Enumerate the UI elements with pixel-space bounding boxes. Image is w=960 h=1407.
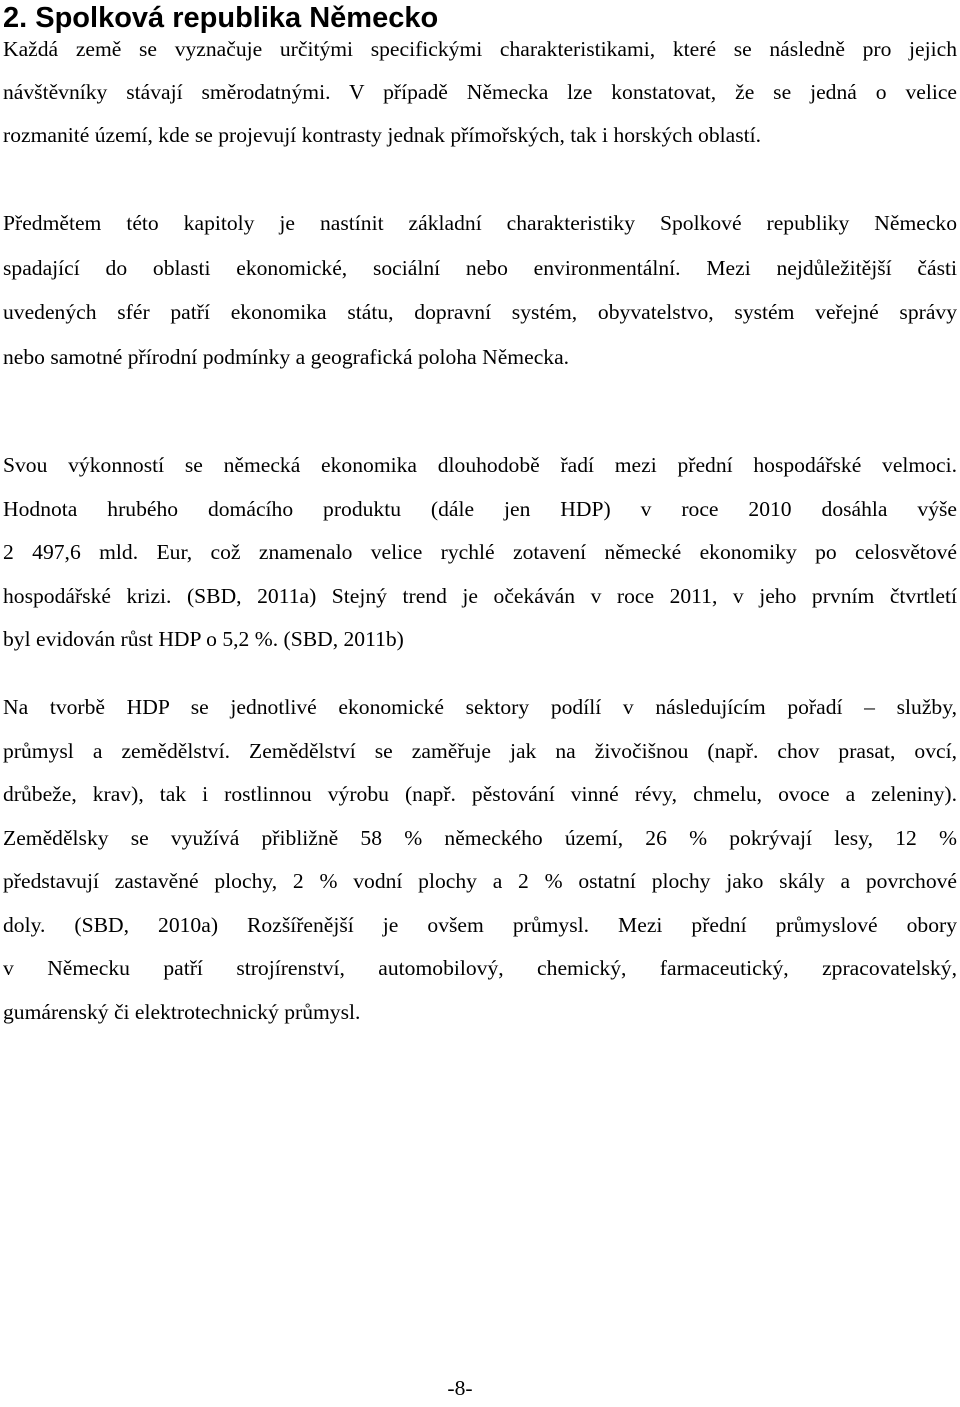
page-number: -8-	[447, 1376, 473, 1400]
text-line: 2 497,6 mld. Eur, což znamenalo velice rychlé zotavení německé ekonomiky po celosvětové	[3, 540, 957, 564]
text-line: rozmanité území, kde se projevují kontrasty jednak přímořských, tak i horských oblastí.	[3, 123, 761, 147]
text-line: v Německu patří strojírenství, automobilový, chemický, farmaceutický, zpracovatelský,	[3, 956, 957, 980]
text-line: uvedených sfér patří ekonomika státu, dopravní systém, obyvatelstvo, systém veřejné správy	[3, 300, 957, 324]
text-line: průmysl a zemědělství. Zemědělství se zaměřuje jak na živočišnou (např. chov prasat, ovcí,	[3, 738, 957, 763]
text-line: drůbeže, krav), tak i rostlinnou výrobu (např. pěstování vinné révy, chmelu, ovoce a zeleniny).	[3, 782, 957, 806]
paragraph-chapter-aim	[3, 201, 957, 379]
text-line: Svou výkonností se německá ekonomika dlouhodobě řadí mezi přední hospodářské velmoci.	[3, 453, 957, 477]
text-line: spadající do oblasti ekonomické, sociální nebo environmentální. Mezi nejdůležitější části	[3, 255, 957, 280]
paragraph-sectors	[3, 686, 957, 1034]
text-line: Každá země se vyznačuje určitými specifickými charakteristikami, které se následně pro jejich	[3, 37, 957, 61]
text-line: návštěvníky stávají směrodatnými. V případě Německa lze konstatovat, že se jedná o velice	[3, 80, 957, 104]
text-line: Předmětem této kapitoly je nastínit základní charakteristiky Spolkové republiky Německo	[3, 211, 957, 235]
text-line: hospodářské krizi. (SBD, 2011a) Stejný trend je očekáván v roce 2011, v jeho prvním čtvrtletí	[3, 583, 957, 608]
text-line: byl evidován růst HDP o 5,2 %. (SBD, 2011b)	[3, 627, 404, 651]
text-line: Zemědělsky se využívá přibližně 58 % německého území, 26 % pokrývají lesy, 12 %	[3, 825, 957, 850]
paragraph-intro	[3, 28, 957, 157]
text-line: doly. (SBD, 2010a) Rozšířenější je ovšem průmysl. Mezi přední průmyslové obory	[3, 912, 957, 937]
text-line: nebo samotné přírodní podmínky a geografická poloha Německa.	[3, 344, 570, 369]
section-heading: 2. Spolková republika Německo	[3, 2, 439, 34]
text-line: Hodnota hrubého domácího produktu (dále jen HDP) v roce 2010 dosáhla výše	[3, 496, 957, 521]
paragraph-economy	[3, 444, 957, 662]
text-line: gumárenský či elektrotechnický průmysl.	[3, 999, 361, 1024]
text-line: představují zastavěné plochy, 2 % vodní plochy a 2 % ostatní plochy jako skály a povrchové	[3, 869, 957, 893]
text-line: Na tvorbě HDP se jednotlivé ekonomické sektory podílí v následujícím pořadí – služby,	[3, 695, 957, 719]
